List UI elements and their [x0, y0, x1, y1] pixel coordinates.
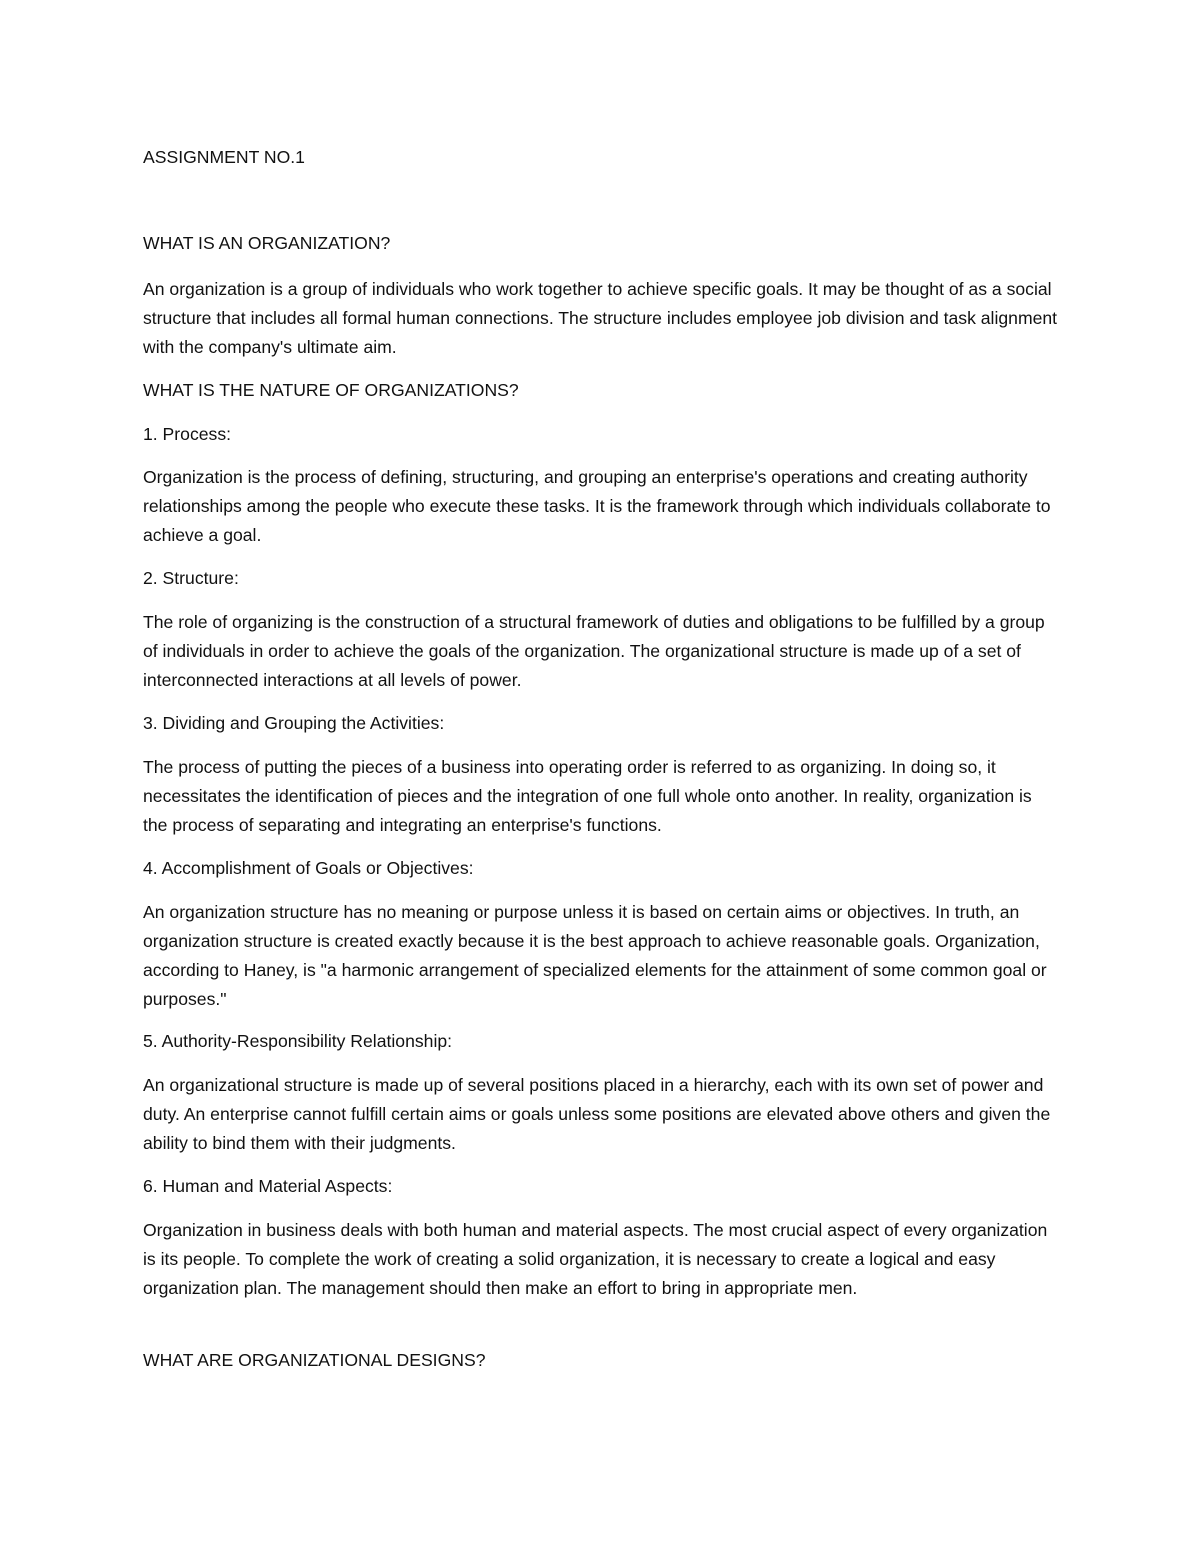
item-label-structure: 2. Structure: [143, 568, 239, 588]
item-paragraph-dividing-grouping: The process of putting the pieces of a business into operating order is referred to as organizing. In doing so, it necessitates the identification of pieces and the integration of one full whole onto another. In reality, organization is the process of separating and integrating an enterprise's functions. [143, 757, 1032, 835]
item-label-authority-responsibility: 5. Authority-Responsibility Relationship: [143, 1031, 453, 1051]
section-heading-nature-of-organizations: WHAT IS THE NATURE OF ORGANIZATIONS? [143, 380, 519, 400]
item-paragraph-process: Organization is the process of defining, structuring, and grouping an enterprise's operations and creating authority relationships among the people who execute these tasks. It is the framework through which individuals collaborate to achieve a goal. [143, 467, 1051, 545]
item-paragraph-authority-responsibility: An organizational structure is made up of several positions placed in a hierarchy, each with its own set of power and duty. An enterprise cannot fulfill certain aims or goals unless some positions are elevated above others and given the ability to bind them with their judgments. [143, 1075, 1051, 1153]
item-label-human-material: 6. Human and Material Aspects: [143, 1176, 393, 1196]
organization-definition-paragraph: An organization is a group of individuals who work together to achieve specific goals. It may be thought of as a social structure that includes all formal human connections. The structure includes employee job division and task alignment with the company's ultimate aim. [143, 279, 1058, 357]
item-paragraph-human-material: Organization in business deals with both human and material aspects. The most crucial aspect of every organization is its people. To complete the work of creating a solid organization, it is necessary to create a logical and easy organization plan. The management should then make an effort to bring in appropriate men. [143, 1220, 1048, 1298]
item-paragraph-goals-objectives: An organization structure has no meaning or purpose unless it is based on certain aims or objectives. In truth, an organization structure is created exactly because it is the best approach to achieve reasonable goals. Organization, according to Haney, is "a harmonic arrangement of specialized elements for the attainment of some common goal or purposes." [143, 902, 1047, 1009]
item-label-dividing-grouping: 3. Dividing and Grouping the Activities: [143, 713, 445, 733]
item-label-process: 1. Process: [143, 424, 232, 444]
item-paragraph-structure: The role of organizing is the construction of a structural framework of duties and obligations to be fulfilled by a group of individuals in order to achieve the goals of the organization. The organizational structure is made up of a set of interconnected interactions at all levels of power. [143, 612, 1045, 690]
section-heading-what-is-organization: WHAT IS AN ORGANIZATION? [143, 233, 391, 253]
document-title: ASSIGNMENT NO.1 [143, 147, 305, 167]
item-label-goals-objectives: 4. Accomplishment of Goals or Objectives: [143, 858, 474, 878]
section-heading-organizational-designs: WHAT ARE ORGANIZATIONAL DESIGNS? [143, 1350, 486, 1370]
